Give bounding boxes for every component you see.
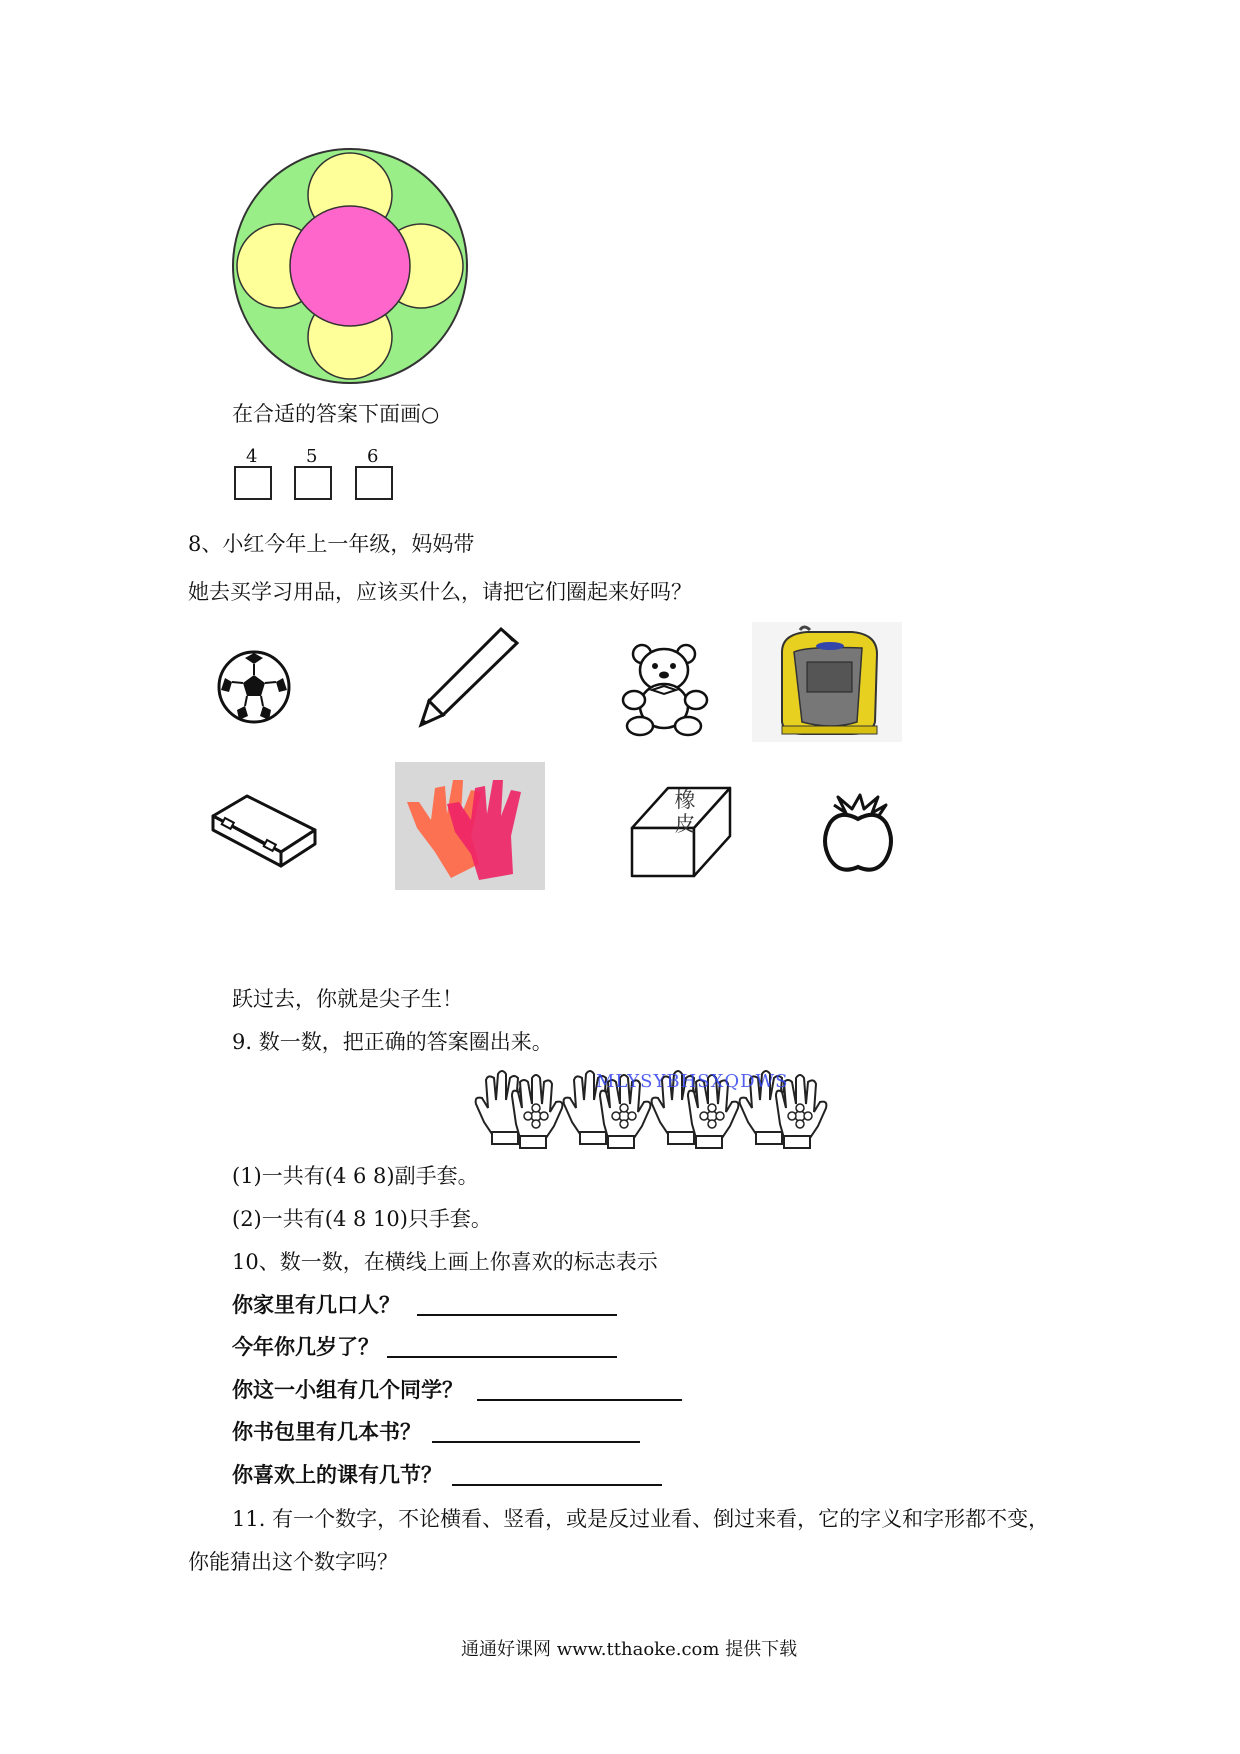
q10-question-3: 你这一小组有几个同学？ xyxy=(232,1377,463,1402)
backpack-icon[interactable] xyxy=(752,622,902,742)
option-label-5: 5 xyxy=(306,446,318,467)
eraser-label: 橡 皮 xyxy=(674,788,696,836)
footer-credit: 通通好课网 www.tthaoke.com 提供下载 xyxy=(461,1639,798,1660)
q9-intro: 跃过去，你就是尖子生！ xyxy=(232,987,463,1011)
q8-line1: 8、小红今年上一年级，妈妈带 xyxy=(188,532,475,556)
soccer-ball-icon[interactable] xyxy=(217,650,291,724)
watermark-text: MLYSYBHSXQDWS xyxy=(596,1071,789,1092)
q11-line1: 11. 有一个数字，不论横看、竖看，或是反过业看、倒过来看，它的字义和字形都不变， xyxy=(232,1507,1050,1531)
flower-center xyxy=(290,206,410,326)
teddy-bear-icon[interactable] xyxy=(620,642,715,737)
q10-question-5: 你喜欢上的课有几节？ xyxy=(232,1462,442,1487)
q8-line2: 她去买学习用品，应该买什么，请把它们圈起来好吗？ xyxy=(188,580,692,604)
answer-box-6[interactable] xyxy=(355,466,393,500)
answer-line-5[interactable] xyxy=(452,1484,662,1486)
glove-pair-1 xyxy=(476,1071,563,1148)
answer-box-4[interactable] xyxy=(234,466,272,500)
q10-question-1: 你家里有几口人？ xyxy=(232,1292,400,1317)
gloves-icon[interactable] xyxy=(395,762,545,890)
q10-question-2: 今年你几岁了？ xyxy=(232,1334,379,1359)
option-label-4: 4 xyxy=(246,446,258,467)
pencil-case-icon[interactable] xyxy=(207,790,319,870)
flower-figure xyxy=(0,0,1240,420)
answer-line-3[interactable] xyxy=(477,1399,682,1401)
q9-subquestion-2: (2)一共有(4 8 10)只手套。 xyxy=(232,1207,492,1231)
q10-title: 10、数一数，在横线上画上你喜欢的标志表示 xyxy=(232,1250,658,1274)
q9-subquestion-1: (1)一共有(4 6 8)副手套。 xyxy=(232,1164,479,1188)
apple-icon[interactable] xyxy=(820,795,898,877)
q7-instruction: 在合适的答案下面画○ xyxy=(232,402,440,426)
answer-line-1[interactable] xyxy=(417,1314,617,1316)
option-label-6: 6 xyxy=(367,446,379,467)
answer-box-5[interactable] xyxy=(294,466,332,500)
answer-line-4[interactable] xyxy=(432,1441,640,1443)
answer-line-2[interactable] xyxy=(387,1356,617,1358)
q11-line2: 你能猜出这个数字吗？ xyxy=(188,1550,398,1574)
pencil-icon[interactable] xyxy=(413,625,523,730)
q9-title: 9. 数一数，把正确的答案圈出来。 xyxy=(232,1030,553,1054)
q10-question-4: 你书包里有几本书？ xyxy=(232,1419,421,1444)
